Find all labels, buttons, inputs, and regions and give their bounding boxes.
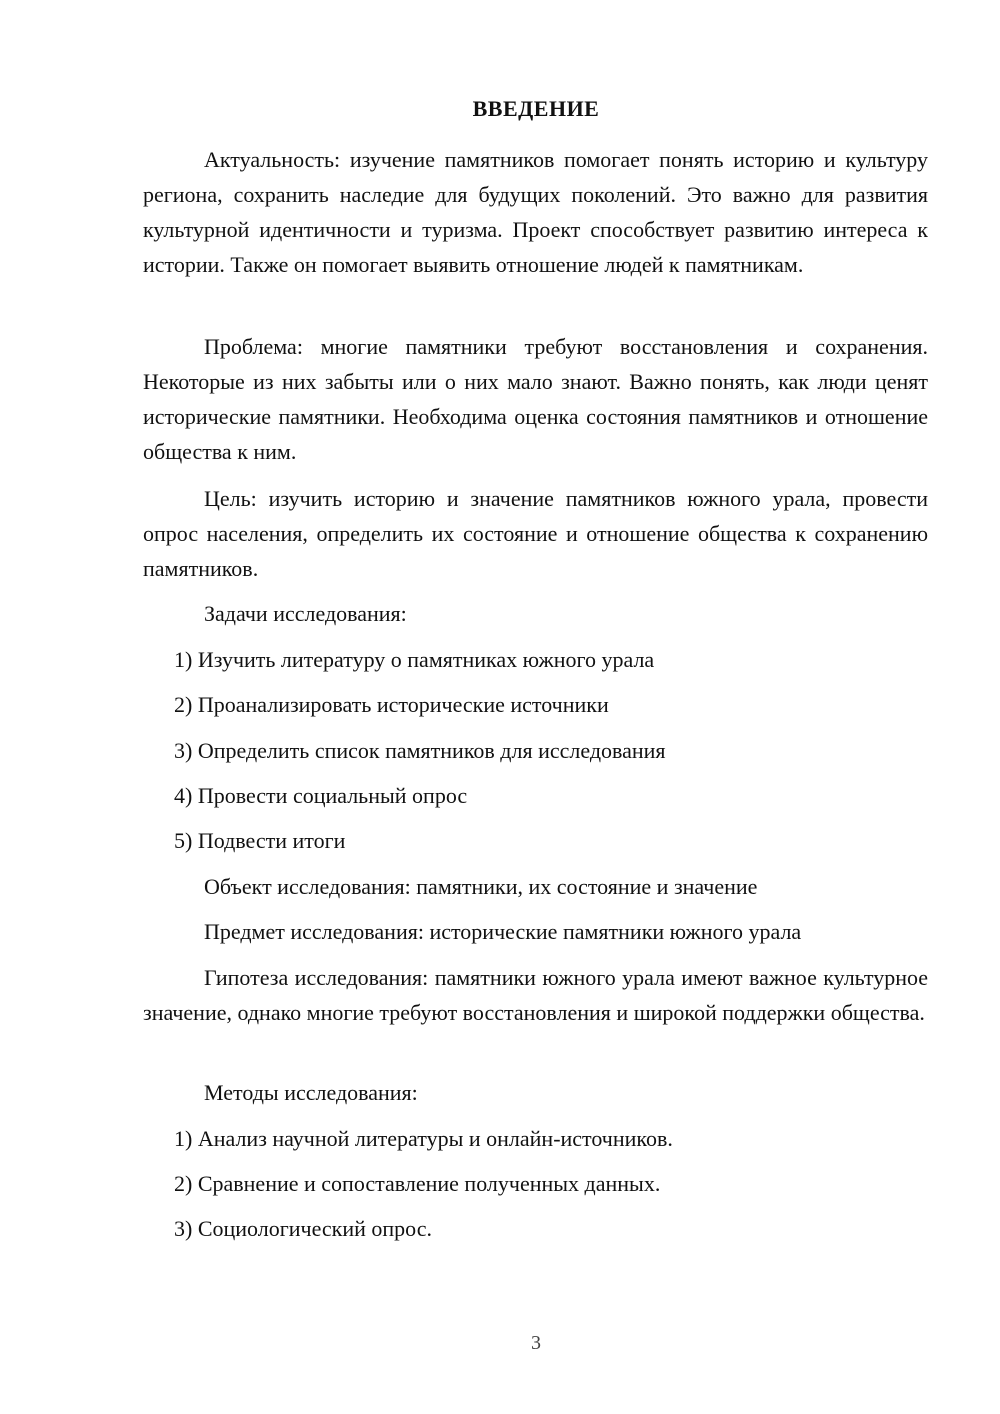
section-heading: ВВЕДЕНИЕ [472,96,600,121]
method-item: 1) Анализ научной литературы и онлайн-источников. [174,1126,673,1151]
task-item: 4) Провести социальный опрос [174,783,468,808]
method-item: 2) Сравнение и сопоставление полученных данных. [174,1171,661,1196]
method-item-1-block [143,1121,928,1156]
task-item: 1) Изучить литературу о памятниках южного урала [174,647,655,672]
tasks-title: Задачи исследования: [204,601,407,626]
task-item-4-block [143,778,928,813]
goal-block [143,481,928,586]
relevance-block [143,142,928,282]
goal-paragraph: Цель: изучить историю и значение памятников южного урала, провести опрос населения, определить их состояние и отношение общества к сохранению памятников. [143,486,928,581]
subject-block [143,914,928,949]
task-item: 5) Подвести итоги [174,828,346,853]
methods-title-block [143,1075,928,1110]
task-item-2-block [143,687,928,722]
task-item-5-block [143,823,928,858]
page-number: 3 [531,1332,541,1354]
methods-title: Методы исследования: [204,1080,418,1105]
task-item: 3) Определить список памятников для исследования [174,738,666,763]
object-block [143,869,928,904]
task-item: 2) Проанализировать исторические источники [174,692,609,717]
task-item-1-block [143,642,928,677]
problem-paragraph: Проблема: многие памятники требуют восстановления и сохранения. Некоторые из них забыты или о них мало знают. Важно понять, как люди ценят исторические памятники. Необходима оценка состояния памятников и отношение общества к ним. [143,334,928,464]
method-item-2-block [143,1166,928,1201]
task-item-3-block [143,733,928,768]
tasks-title-block [143,596,928,631]
method-item: 3) Социологический опрос. [174,1216,432,1241]
hypothesis-block [143,960,928,1030]
relevance-paragraph: Актуальность: изучение памятников помогает понять историю и культуру региона, сохранить наследие для будущих поколений. Это важно для развития культурной идентичности и туризма. Проект способствует развитию интереса к истории. Также он помогает выявить отношение людей к памятникам. [143,147,928,277]
hypothesis-paragraph: Гипотеза исследования: памятники южного урала имеют важное культурное значение, однако многие требуют восстановления и широкой поддержки общества. [143,965,928,1025]
object-paragraph: Объект исследования: памятники, их состояние и значение [204,874,758,899]
subject-paragraph: Предмет исследования: исторические памятники южного урала [204,919,802,944]
problem-block [143,329,928,469]
method-item-3-block [143,1211,928,1246]
